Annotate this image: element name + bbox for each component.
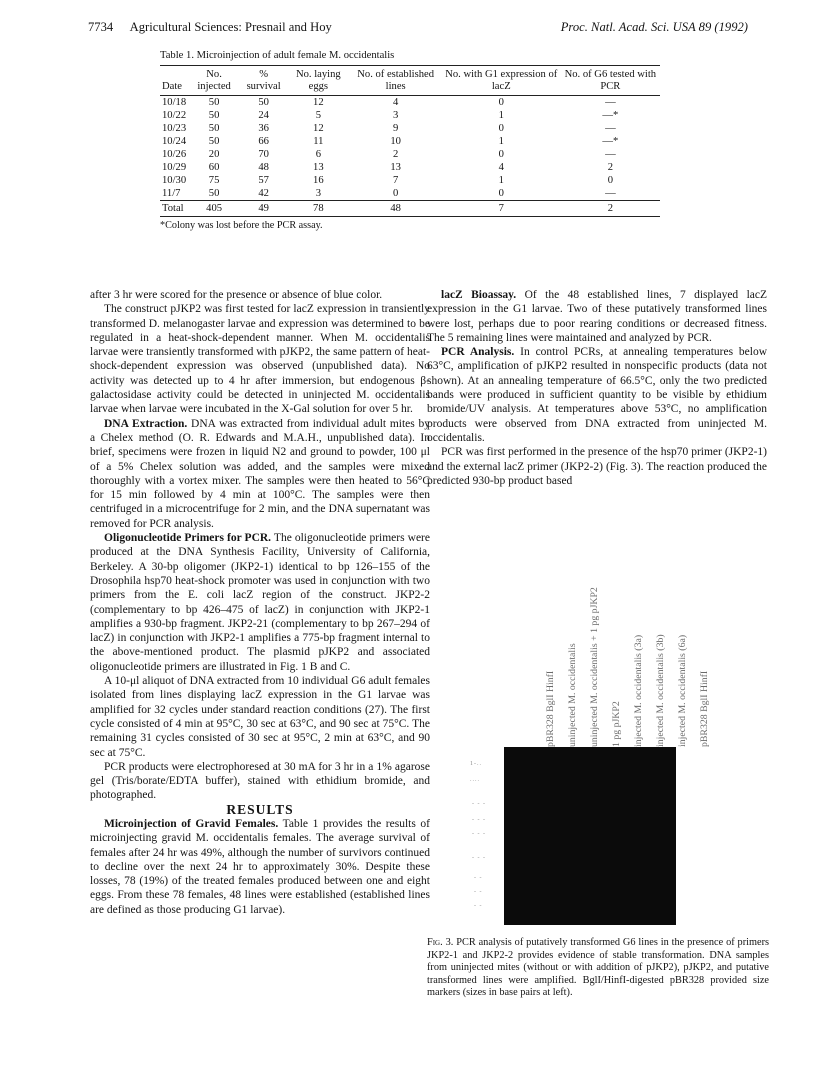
size-marker: .... <box>470 777 480 783</box>
table-cell: 12 <box>313 97 324 108</box>
table-cell: 50 <box>208 123 220 134</box>
table-body <box>160 96 660 217</box>
lane-label: 1 pg pJKP2 <box>611 701 622 747</box>
col-header: % survival <box>246 69 281 92</box>
paragraph: PCR was first performed in the presence of the hsp70 primer (JKP2-1) and the external lacZ primer (JKP2-2) (Fig. 3). The reaction produced the predicted 930-bp product based <box>427 446 767 487</box>
table-cell: 50 <box>208 110 220 121</box>
table-cell: 0 <box>498 123 504 134</box>
table-cell: 1 <box>498 136 504 147</box>
table-cell: 50 <box>208 136 220 147</box>
section-heading: Oligonucleotide Primers for PCR. <box>104 532 272 545</box>
lane-label: pBR328 BglI HinfI <box>545 670 556 747</box>
lane-label: pBR328 BglI HinfI <box>699 670 710 747</box>
table-row <box>160 148 660 161</box>
gel-image <box>504 747 676 925</box>
col-header: No. with G1 expression of lacZ <box>445 69 558 92</box>
table-cell: 0 <box>498 149 504 160</box>
running-head <box>88 20 748 35</box>
lane-label: uninjected M. occidentalis <box>567 643 578 747</box>
table-cell: 20 <box>208 149 220 160</box>
table-cell: 57 <box>258 175 269 186</box>
table-cell: 78 <box>313 203 324 214</box>
size-marker: - - - <box>472 831 486 837</box>
table-cell: 4 <box>498 162 504 173</box>
table-cell: 1 <box>498 175 504 186</box>
size-marker: - - <box>474 889 483 895</box>
table-cell: 0 <box>607 175 613 186</box>
paragraph: The construct pJKP2 was first tested for lacZ expression in transiently transformed D. melanogaster larvae and expression was determined to be regulated in a heat-shock-dependent manner. When M. occidentalis larvae were transiently transformed with pJKP2, the same pattern of heat-shock-dependent expression was observed (unpublished data). No activity was detected up to 4 hr after immersion, but endogenous β-galactosidase activity could be detected in uninjected M. occidentalis larvae when larvae were incubated in the X-Gal solution for over 5 hr. <box>90 303 430 416</box>
table-cell: 2 <box>607 162 613 173</box>
paragraph <box>427 288 767 345</box>
section-heading: lacZ Bioassay. <box>441 289 517 301</box>
table-cell: 11 <box>313 136 324 147</box>
table-cell: 4 <box>393 97 399 108</box>
table-cell: 5 <box>315 110 321 121</box>
right-column <box>427 288 767 488</box>
table-cell: 7 <box>393 175 399 186</box>
table-row <box>160 122 660 135</box>
table-cell: 11/7 <box>162 188 181 199</box>
table-cell: 50 <box>208 97 220 108</box>
table-caption: Table 1. Microinjection of adult female M. occidentalis <box>160 50 395 61</box>
lane-label: injected M. occidentalis (6a) <box>677 634 688 747</box>
figure-caption-text: PCR analysis of putatively transformed G6 lines in the presence of primers JKP2-1 and JKP2-2 provides evidence of stable transformation. DNA samples from uninjected mites (without or with addition of pJKP2), pJKP2, and putative transformed lines were amplified. BglI/HinfI-digested pBR328 provided size markers (sizes in base pairs at left). <box>427 937 770 999</box>
paragraph-text: Of the 48 established lines, 7 displayed lacZ expression in the G1 larvae. Two of these putatively transformed lines were lost, perhaps due to poor rearing conditions or decreased fitness. The 5 remaining lines were maintained and analyzed by PCR. <box>427 289 768 344</box>
table-row <box>160 174 660 187</box>
size-marker: 1-.. <box>470 761 482 767</box>
table-cell: 0 <box>498 97 504 108</box>
table-cell: 9 <box>393 123 399 134</box>
table-cell: 66 <box>258 136 269 147</box>
table-cell: 49 <box>258 203 269 214</box>
paragraph <box>427 345 767 445</box>
table-cell: 10/26 <box>162 149 187 160</box>
page-number: 7734 <box>88 20 114 34</box>
section-heading: Microinjection of Gravid Females. <box>104 817 279 830</box>
table-cell: — <box>605 188 616 199</box>
lane-label: uninjected M. occidentalis + 1 pg pJKP2 <box>589 587 600 747</box>
paragraph <box>90 417 430 531</box>
table-cell: — <box>605 123 616 134</box>
table-cell: 3 <box>393 110 399 121</box>
table-1 <box>160 50 660 231</box>
data-table <box>160 65 660 217</box>
paragraph: PCR products were electrophoresed at 30 mA for 3 hr in a 1% agarose gel (Tris/borate/EDTA buffer), stained with ethidium bromide, and photographed. <box>90 760 430 802</box>
table-cell: 12 <box>313 123 324 134</box>
col-header: No. injected <box>197 69 231 92</box>
table-cell: 10/18 <box>162 97 187 108</box>
lane-label: injected M. occidentalis (3a) <box>633 634 644 747</box>
paragraph-text: The oligonucleotide primers were produced at the DNA Synthesis Facility, University of California, Berkeley. A 30-bp oligomer (JKP2-1) identical to bp 126–155 of the Drosophila hsp70 heat-shock promoter was used in conjunction with two primers from the E. coli lacZ region of the construct. JKP2-2 (complementary to bp 426–475 of lacZ) in conjunction with JKP2-1 amplifies a 930-bp fragment. JKP2-21 (complementary to bp 267–294 of lacZ) in conjunction with JKP2-1 amplifies a 775-bp fragment internal to the above-mentioned product. The plasmid pJKP2 and associated oligonucleotide primers are illustrated in Fig. 1 B and C. <box>90 532 430 673</box>
figure-label: Fig. 3. <box>427 937 454 948</box>
col-header: No. of G6 tested with PCR <box>564 69 657 92</box>
table-cell: 75 <box>208 175 220 186</box>
table-cell: —* <box>602 136 619 147</box>
table-cell: 13 <box>390 162 401 173</box>
left-column <box>90 288 430 917</box>
section-heading: PCR Analysis. <box>441 346 515 359</box>
table-cell: 10/29 <box>162 162 187 173</box>
col-header: No. of established lines <box>357 69 435 92</box>
table-footnote: *Colony was lost before the PCR assay. <box>160 220 323 231</box>
size-marker: - - - <box>472 855 486 861</box>
table-cell: 6 <box>315 149 321 160</box>
paragraph <box>90 531 430 674</box>
section-heading: DNA Extraction. <box>104 417 188 430</box>
table-cell: 0 <box>393 188 399 199</box>
table-cell: Total <box>162 203 184 214</box>
size-marker: - - <box>474 875 483 881</box>
paragraph <box>90 817 430 917</box>
table-cell: 24 <box>258 110 269 121</box>
table-cell: 60 <box>208 162 220 173</box>
paragraph-text: In control PCRs, at annealing temperatures below 63°C, amplification of pJKP2 resulted in nonspecific products (data not shown). At an annealing temperature of 66.5°C, only the two predicted bands were produced in sufficient quantity to be visible by ethidium bromide/UV analysis. At temperatures above 53°C, no amplification products were observed from DNA extracted from uninjected M. occidentalis. <box>427 346 768 444</box>
table-cell: 405 <box>206 203 223 214</box>
table-cell: 10/23 <box>162 123 187 134</box>
table-row <box>160 161 660 174</box>
table-cell: 10/22 <box>162 110 187 121</box>
table-cell: 16 <box>313 175 324 186</box>
table-cell: 13 <box>313 162 324 173</box>
table-cell: 10 <box>390 136 401 147</box>
table-cell: — <box>605 97 616 108</box>
table-cell: 36 <box>258 123 269 134</box>
table-cell: 10/24 <box>162 136 187 147</box>
figure-caption <box>427 937 769 1000</box>
col-header: No. laying eggs <box>295 69 341 92</box>
section-title: Agricultural Sciences: Presnail and Hoy <box>129 20 332 34</box>
table-row <box>160 135 660 148</box>
table-cell: — <box>605 149 616 160</box>
size-marker: - - - <box>472 817 486 823</box>
paragraph-text: DNA was extracted from individual adult mites by a Chelex method (O. R. Edwards and M.A.H., unpublished data). In brief, specimens were frozen in liquid N2 and ground to powder, 100 μl of a 5% Chelex solution was added, and the samples were mixed thoroughly with a vortex mixer. The samples were then heated to 56°C for 15 min followed by 4 min at 100°C. The samples were then centrifuged in a microcentrifuge for 2 min, and the DNA supernatant was removed for PCR analysis. <box>90 417 430 530</box>
running-head-left <box>88 20 346 35</box>
figure-3-gel <box>470 525 720 925</box>
table-cell: 3 <box>315 188 321 199</box>
paragraph: A 10-μl aliquot of DNA extracted from 10 individual G6 adult females isolated from lines displaying lacZ expression in the G1 larvae was amplified for 32 cycles under standard reaction conditions (27). The first cycle consisted of 4 min at 95°C, 30 sec at 63°C, and 90 sec at 75°C. The remaining 31 cycles consisted of 30 sec at 95°C, 2 min at 63°C, and 90 sec at 75°C. <box>90 675 430 759</box>
journal-citation: Proc. Natl. Acad. Sci. USA 89 (1992) <box>560 20 748 34</box>
table-cell: 1 <box>498 110 504 121</box>
table-cell: —* <box>602 110 619 121</box>
table-total-row <box>160 201 660 217</box>
paragraph: after 3 hr were scored for the presence or absence of blue color. <box>90 289 383 301</box>
table-row <box>160 96 660 110</box>
table-cell: 48 <box>390 203 401 214</box>
paragraph-text: Table 1 provides the results of microinjecting gravid M. occidentalis females. The average survival of females after 24 hr was 49%, although the number of survivors continued to decline over the next 24 hr to approximately 30%. Despite these losses, 78 (19%) of the treated females produced between one and eight eggs. From these 78 females, 48 lines were established (established lines are defined as those producing G1 larvae). <box>90 817 430 916</box>
size-marker: - - - <box>472 801 486 807</box>
table-cell: 2 <box>607 203 613 214</box>
col-header: Date <box>162 81 182 92</box>
results-heading: RESULTS <box>226 801 294 817</box>
table-cell: 50 <box>208 188 220 199</box>
table-cell: 10/30 <box>162 175 187 186</box>
size-marker: - - <box>474 903 483 909</box>
table-row <box>160 187 660 201</box>
table-cell: 48 <box>258 162 269 173</box>
table-header-row <box>160 66 660 96</box>
table-cell: 70 <box>258 149 269 160</box>
table-cell: 2 <box>393 149 399 160</box>
table-cell: 7 <box>498 203 504 214</box>
table-cell: 42 <box>258 188 269 199</box>
table-cell: 50 <box>258 97 269 108</box>
lane-label: injected M. occidentalis (3b) <box>655 634 666 747</box>
table-row <box>160 109 660 122</box>
table-cell: 0 <box>498 188 504 199</box>
